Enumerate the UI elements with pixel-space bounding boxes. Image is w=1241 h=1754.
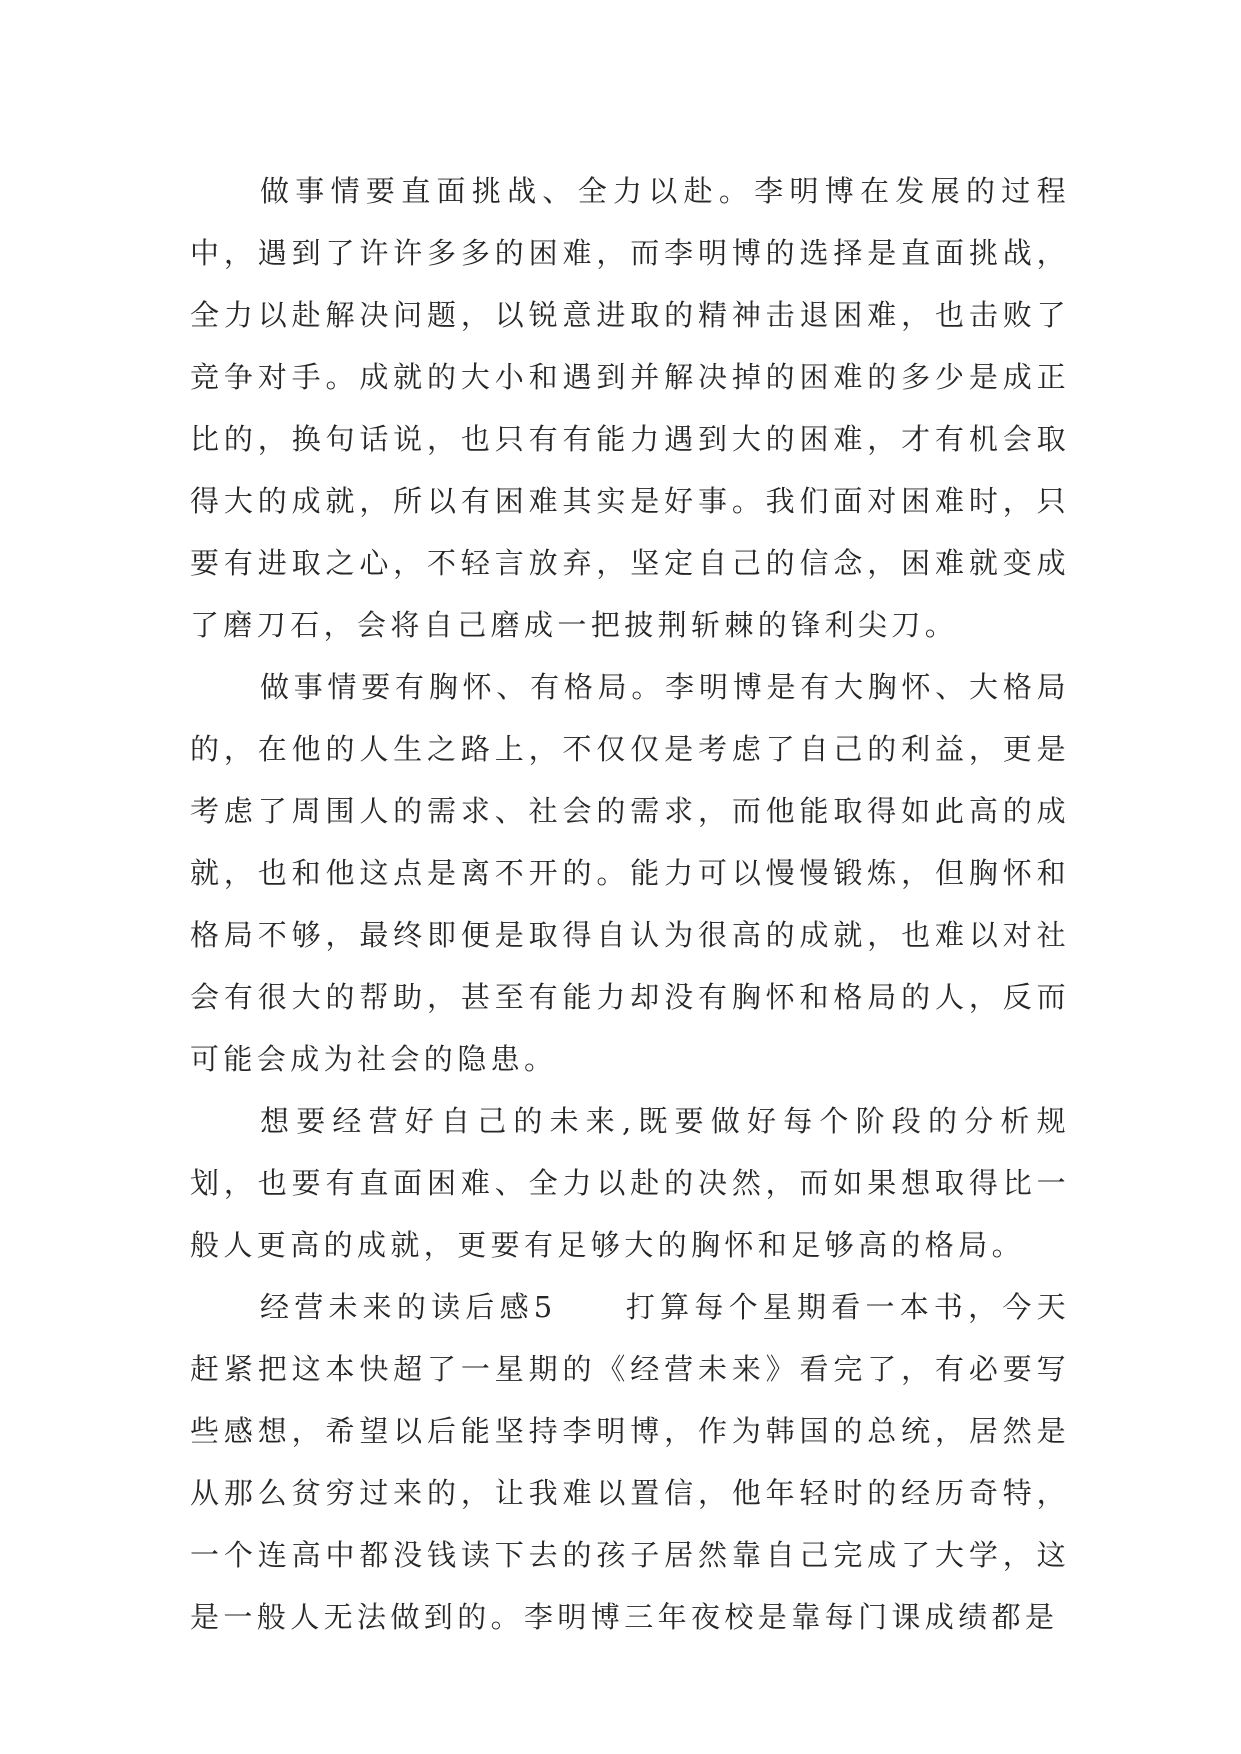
paragraph: 做事情要直面挑战、全力以赴。李明博在发展的过程中，遇到了许许多多的困难，而李明博的选择是直面挑战，全力以赴解决问题，以锐意进取的精神击退困难，也击败了竞争对手。成就的大小和遇到并解决掉的困难的多少是成正比的，换句话说，也只有有能力遇到大的困难，才有机会取得大的成就，所以有困难其实是好事。我们面对困难时，只要有进取之心，不轻言放弃，坚定自己的信念，困难就变成了磨刀石，会将自己磨成一把披荆斩棘的锋利尖刀。: [190, 174, 1070, 642]
document-body: [190, 160, 1070, 1648]
paragraph: 经营未来的读后感5 打算每个星期看一本书，今天赶紧把这本快超了一星期的《经营未来》看完了，有必要写些感想，希望以后能坚持李明博，作为韩国的总统，居然是从那么贫穷过来的，让我难以置信，他年轻时的经历奇特，一个连高中都没钱读下去的孩子居然靠自己完成了大学，这是一般人无法做到的。李明博三年夜校是靠每门课成绩都是: [190, 1290, 1070, 1634]
paragraph: 做事情要有胸怀、有格局。李明博是有大胸怀、大格局的，在他的人生之路上，不仅仅是考虑了自己的利益，更是考虑了周围人的需求、社会的需求，而他能取得如此高的成就，也和他这点是离不开的。能力可以慢慢锻炼，但胸怀和格局不够，最终即便是取得自认为很高的成就，也难以对社会有很大的帮助，甚至有能力却没有胸怀和格局的人，反而可能会成为社会的隐患。: [190, 670, 1070, 1076]
paragraph: 想要经营好自己的未来,既要做好每个阶段的分析规划，也要有直面困难、全力以赴的决然，而如果想取得比一般人更高的成就，更要有足够大的胸怀和足够高的格局。: [190, 1104, 1070, 1262]
